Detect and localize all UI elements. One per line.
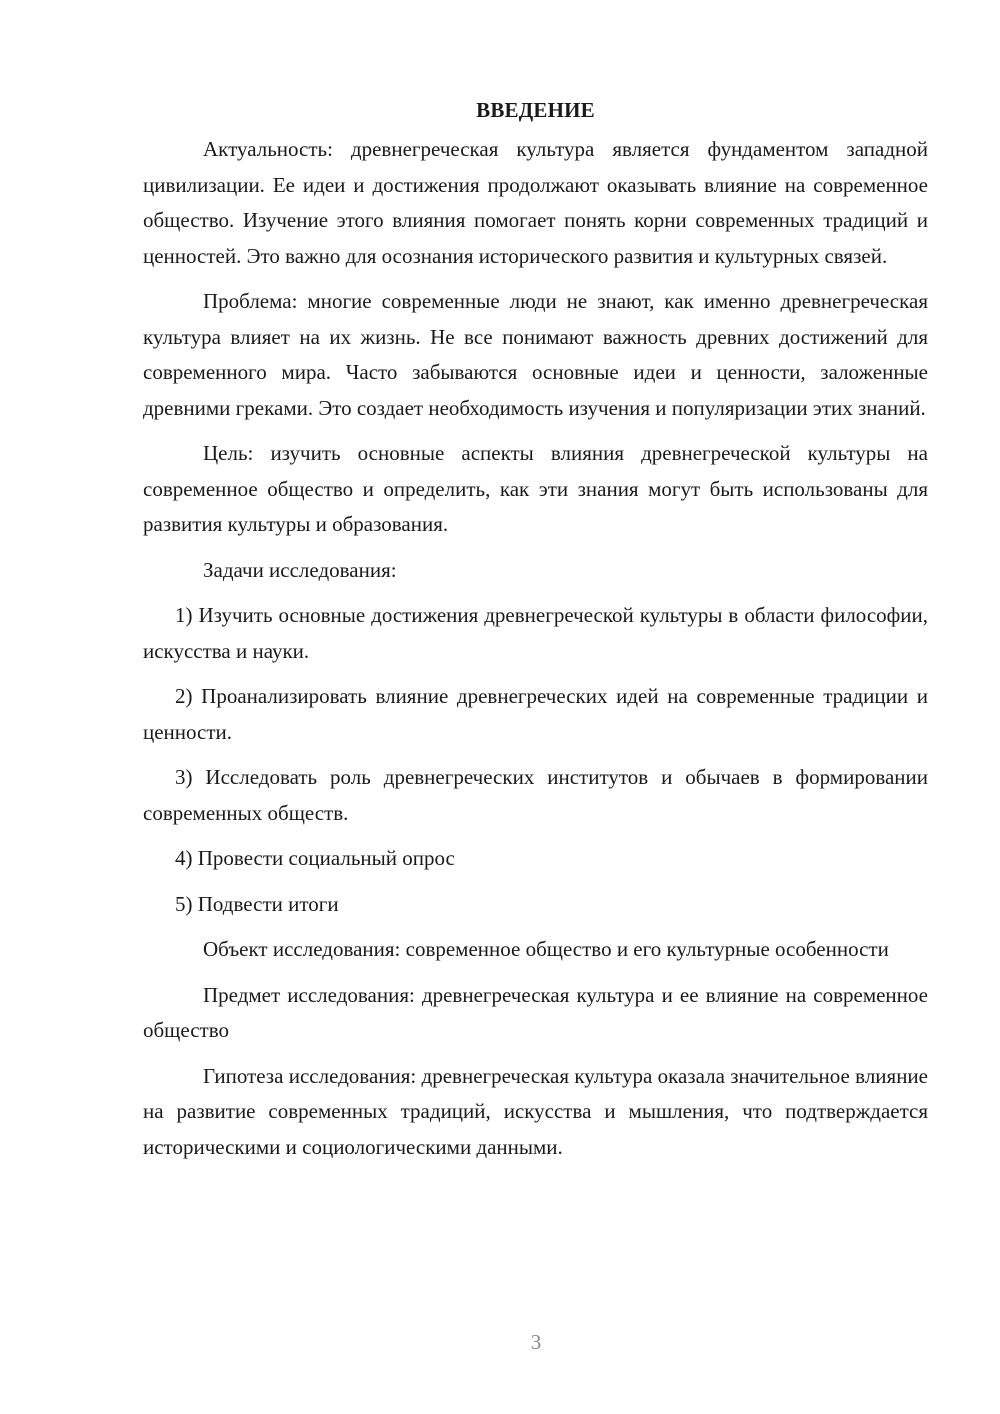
paragraph-subject: Предмет исследования: древнегреческая культура и ее влияние на современное общество [143, 982, 928, 1042]
page-title: ВВЕДЕНИЕ [476, 98, 595, 122]
paragraph-hypothesis: Гипотеза исследования: древнегреческая культура оказала значительное влияние на развитие современных традиций, искусства и мышления, что подтверждается историческими и социологическими данными. [143, 1063, 928, 1159]
list-item: 2) Проанализировать влияние древнегреческих идей на современные традиции и ценности. [143, 684, 928, 744]
list-item: 3) Исследовать роль древнегреческих институтов и обычаев в формировании современных обществ. [143, 765, 928, 825]
tasks-heading: Задачи исследования: [203, 557, 397, 582]
list-item: 4) Провести социальный опрос [175, 846, 455, 870]
tasks-list [143, 598, 928, 922]
paragraph-relevance: Актуальность: древнегреческая культура является фундаментом западной цивилизации. Ее идеи и достижения продолжают оказывать влияние на современное общество. Изучение этого влияния помогает понять корни современных традиций и ценностей. Это важно для осознания исторического развития и культурных связей. [143, 137, 928, 268]
paragraph-problem: Проблема: многие современные люди не знают, как именно древнегреческая культура влияет на их жизнь. Не все понимают важность древних достижений для современного мира. Часто забываются основные идеи и ценности, заложенные древними греками. Это создает необходимость изучения и популяризации этих знаний. [143, 289, 928, 420]
page-number: 3 [530, 1330, 542, 1354]
list-item: 1) Изучить основные достижения древнегреческой культуры в области философии, искусства и науки. [143, 603, 928, 663]
paragraph-goal: Цель: изучить основные аспекты влияния древнегреческой культуры на современное общество и определить, как эти знания могут быть использованы для развития культуры и образования. [143, 441, 928, 536]
paragraph-object: Объект исследования: современное общество и его культурные особенности [203, 937, 889, 961]
document-page [143, 92, 928, 1175]
list-item: 5) Подвести итоги [175, 891, 339, 916]
